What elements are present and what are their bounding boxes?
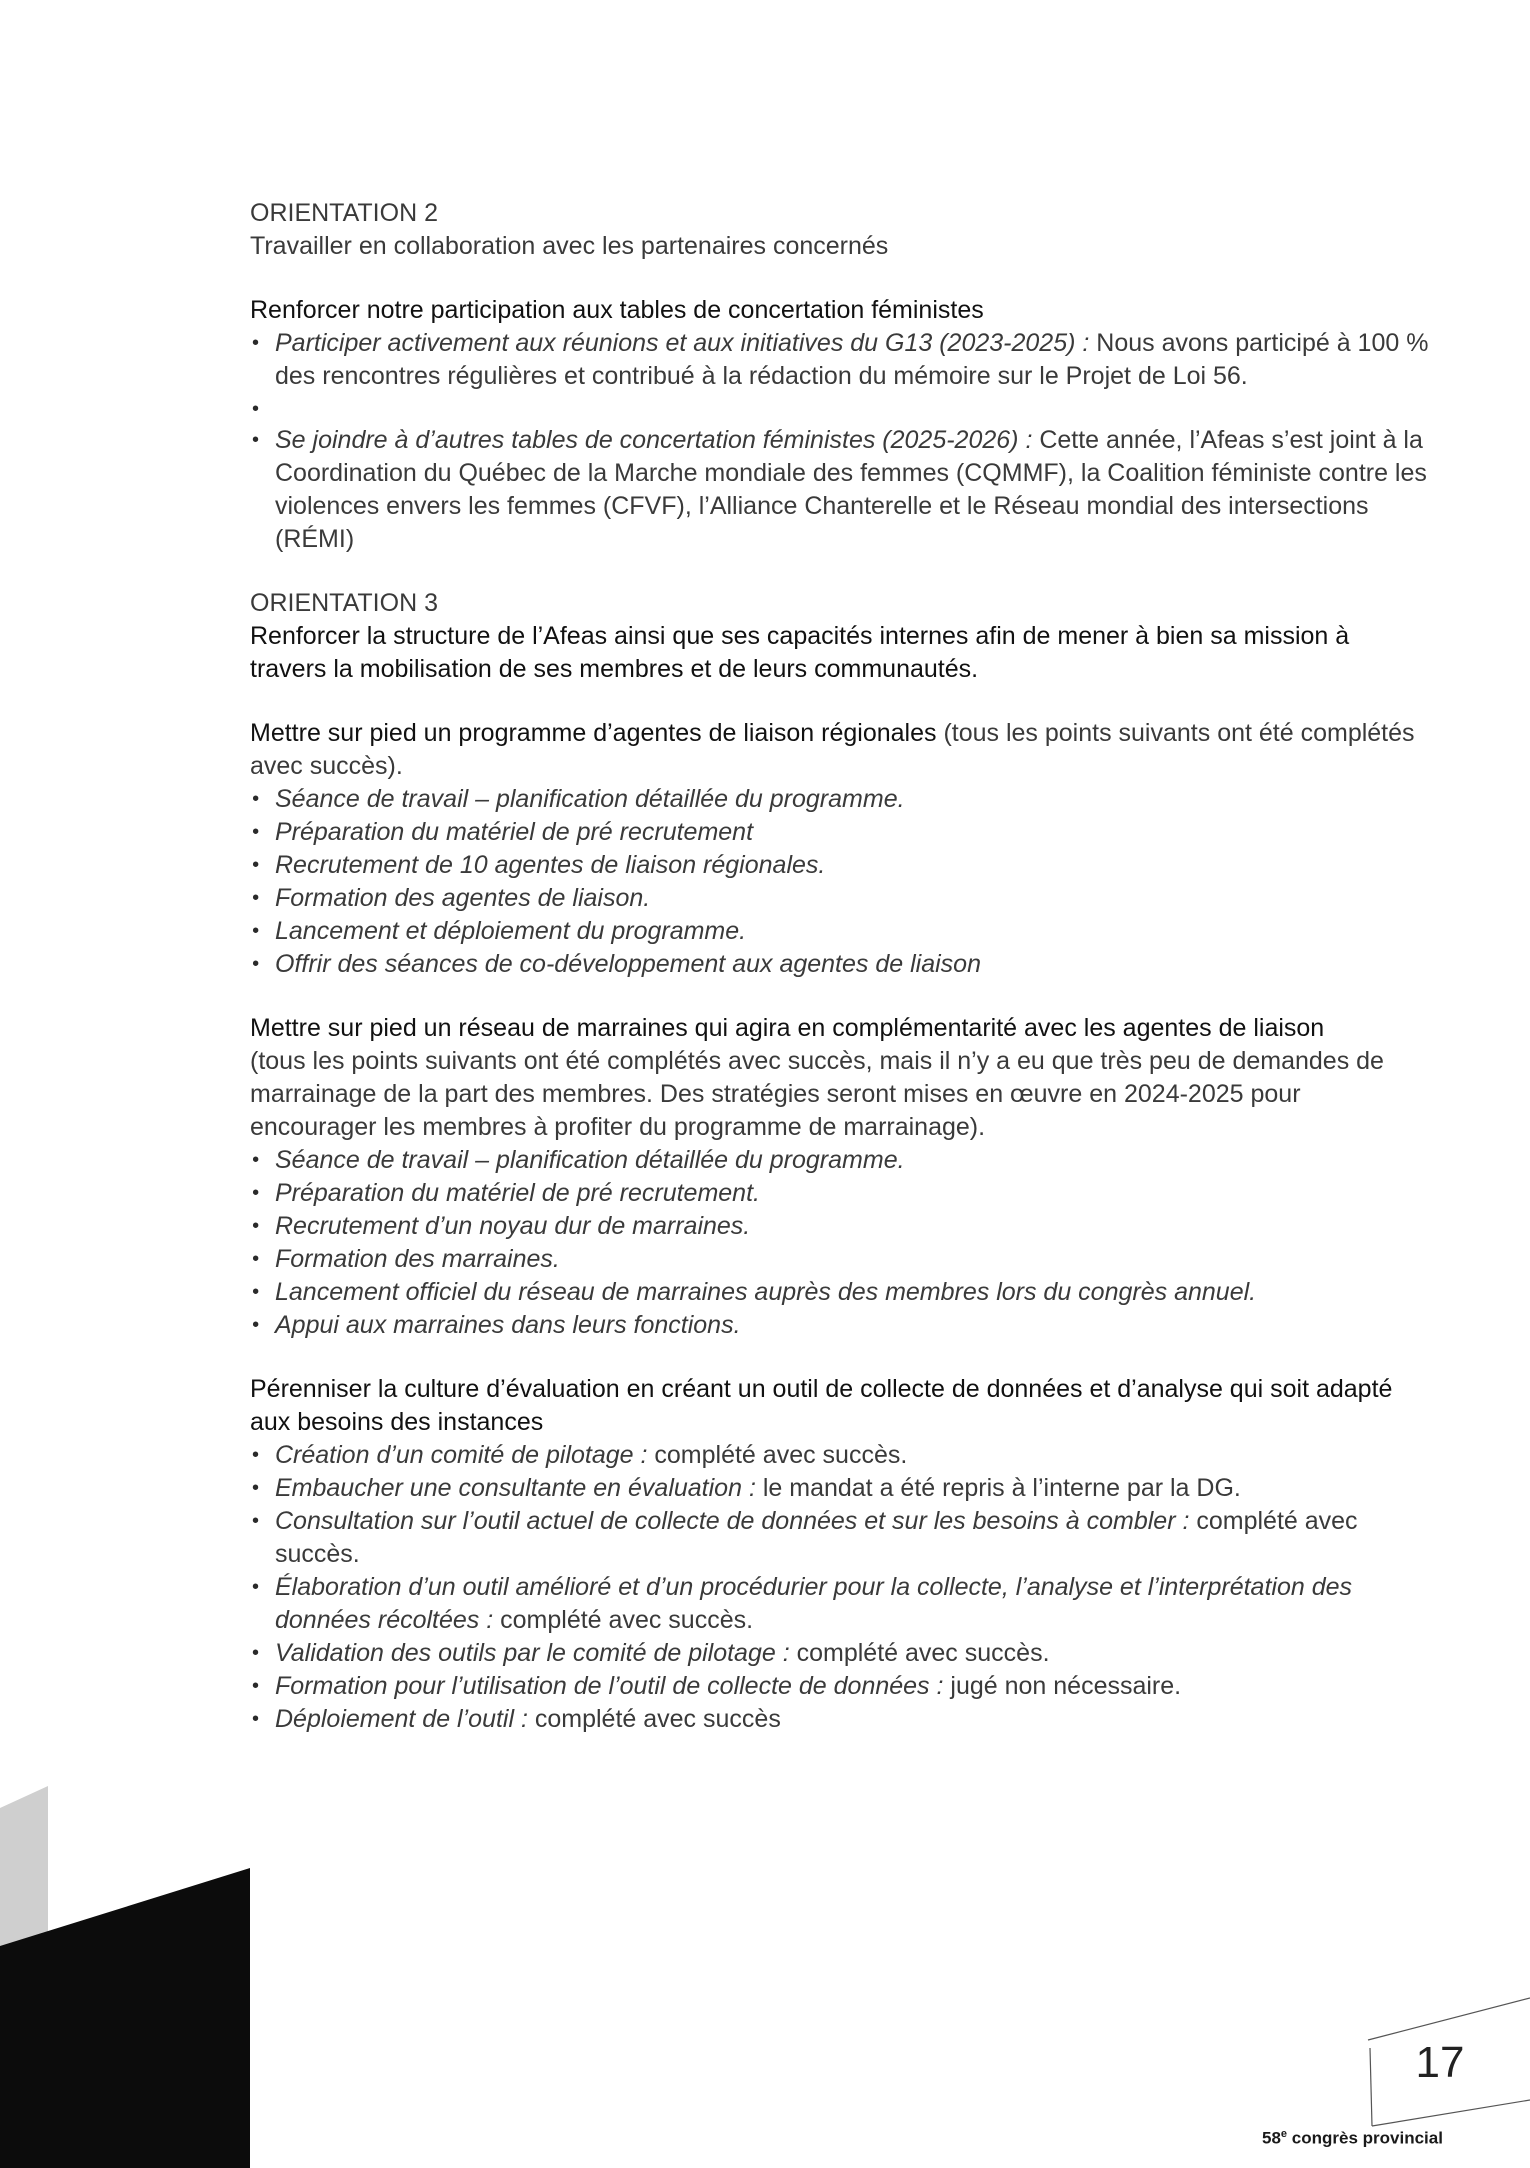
orientation-3-heading: ORIENTATION 3 — [250, 589, 438, 617]
orientation-2 — [250, 197, 1430, 263]
item-label: Embaucher une consultante en évaluation : — [275, 1474, 756, 1502]
list-spacer — [250, 393, 1430, 424]
list-item — [250, 1703, 1430, 1736]
section-note: (tous les points suivants ont été complétés avec succès). — [250, 719, 1415, 780]
list-item: • Appui aux marraines dans leurs fonctions. — [250, 1309, 1430, 1342]
item-text: le mandat a été repris à l’interne par la DG. — [755, 1474, 1241, 1502]
item-text: complété avec succès. — [493, 1606, 754, 1634]
item-label: Participer activement aux réunions et aux initiatives du G13 (2023-2025) : — [275, 329, 1090, 357]
bullet-list — [250, 1144, 1430, 1342]
list-item — [250, 424, 1430, 556]
list-item — [250, 327, 1430, 393]
item-label: Validation des outils par le comité de pilotage : — [275, 1639, 790, 1667]
frame-bottom-line — [1372, 2100, 1530, 2126]
list-item: • Formation des marraines. — [250, 1243, 1430, 1276]
list-item: • Offrir des séances de co-développement aux agentes de liaison — [250, 948, 1430, 981]
section-marraines — [250, 1012, 1430, 1342]
section-evaluation — [250, 1373, 1430, 1736]
congres-number: 58 — [1262, 2128, 1281, 2148]
section-title: Renforcer notre participation aux tables de concertation féministes — [250, 296, 984, 324]
bullet-list — [250, 1439, 1430, 1736]
item-label: Formation pour l’utilisation de l’outil de collecte de données : — [275, 1672, 944, 1700]
section-agentes-liaison — [250, 717, 1430, 981]
item-label: Consultation sur l’outil actuel de collecte de données et sur les besoins à combler : — [275, 1507, 1190, 1535]
page-number: 17 — [1415, 2038, 1465, 2087]
decorative-shapes — [0, 1780, 260, 2168]
list-item — [250, 1637, 1430, 1670]
orientation-2-heading: ORIENTATION 2 — [250, 199, 438, 227]
list-item: • Lancement officiel du réseau de marraines auprès des membres lors du congrès annuel. — [250, 1276, 1430, 1309]
item-text: Nous avons participé à 100 % des rencontres régulières et contribué à la rédaction du mémoire sur le Projet de Loi 56. — [275, 329, 1429, 390]
section-title-text: Mettre sur pied un programme d’agentes de liaison régionales — [250, 719, 937, 747]
section-tables-concertation — [250, 294, 1430, 556]
section-note: (tous les points suivants ont été complétés avec succès, mais il n’y a eu que très peu de demandes de marrainage de la part des membres. Des stratégies seront mises en œuvre en 2024-2025 pour encourager les membres à profiter du programme de marrainage). — [250, 1047, 1384, 1141]
bullet-list — [250, 327, 1430, 556]
list-item — [250, 1472, 1430, 1505]
item-label: Déploiement de l’outil : — [275, 1705, 528, 1733]
list-item — [250, 1439, 1430, 1472]
list-item: • Préparation du matériel de pré recrutement. — [250, 1177, 1430, 1210]
item-text: complété avec succès. — [275, 1507, 1358, 1568]
congres-text: congrès provincial — [1287, 2128, 1443, 2148]
list-item: • Recrutement de 10 agentes de liaison régionales. — [250, 849, 1430, 882]
item-text: complété avec succès — [527, 1705, 781, 1733]
list-item — [250, 1505, 1430, 1571]
congres-sup: e — [1280, 2128, 1288, 2140]
orientation-3-subtitle: Renforcer la structure de l’Afeas ainsi que ses capacités internes afin de mener à bien sa mission à travers la mobilisation de ses membres et de leurs communautés. — [250, 622, 1350, 683]
list-item: • Recrutement d’un noyau dur de marraines. — [250, 1210, 1430, 1243]
page-content — [250, 197, 1430, 1767]
item-label: Création d’un comité de pilotage : — [275, 1441, 648, 1469]
section-title: Mettre sur pied un réseau de marraines qui agira en complémentarité avec les agentes de liaison — [250, 1014, 1325, 1042]
list-item: • Séance de travail – planification détaillée du programme. — [250, 1144, 1430, 1177]
list-item: • Formation des agentes de liaison. — [250, 882, 1430, 915]
item-text: complété avec succès. — [789, 1639, 1050, 1667]
list-item: • Préparation du matériel de pré recrutement — [250, 816, 1430, 849]
section-title: Pérenniser la culture d’évaluation en créant un outil de collecte de données et d’analyse qui soit adapté aux besoins des instances — [250, 1375, 1393, 1436]
frame-top-line — [1368, 1998, 1530, 2040]
footer-congres — [1262, 2128, 1443, 2149]
item-label: Élaboration d’un outil amélioré et d’un procédurier pour la collecte, l’analyse et l’interprétation des données récoltées : — [275, 1573, 1353, 1634]
item-text: jugé non nécessaire. — [943, 1672, 1182, 1700]
bullet-list — [250, 783, 1430, 981]
list-item: • Lancement et déploiement du programme. — [250, 915, 1430, 948]
list-item — [250, 1571, 1430, 1637]
frame-left-line — [1370, 2048, 1372, 2126]
list-item: • Séance de travail – planification détaillée du programme. — [250, 783, 1430, 816]
orientation-3 — [250, 587, 1430, 686]
section-title — [250, 717, 1430, 783]
item-text: complété avec succès. — [647, 1441, 908, 1469]
orientation-2-subtitle: Travailler en collaboration avec les partenaires concernés — [250, 232, 889, 260]
list-item — [250, 1670, 1430, 1703]
item-label: Se joindre à d’autres tables de concertation féministes (2025-2026) : — [275, 426, 1033, 454]
item-text: Cette année, l’Afeas s’est joint à la Coordination du Québec de la Marche mondiale des femmes (CQMMF), la Coalition féministe contre les violences envers les femmes (CFVF), l’Alliance Chanterelle et le Réseau mondial des intersections (RÉMI) — [275, 426, 1427, 553]
